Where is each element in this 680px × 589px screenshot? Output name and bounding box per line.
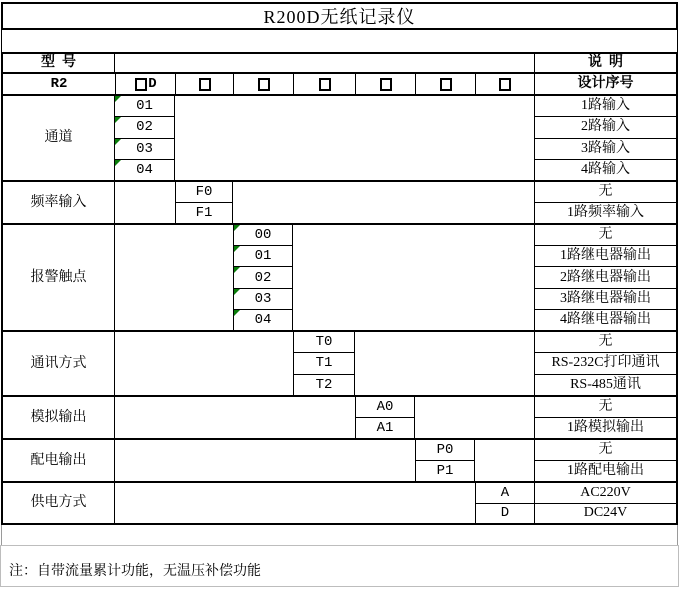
note-box xyxy=(0,545,679,587)
model-code-cell xyxy=(233,74,293,94)
section-label: 报警触点 xyxy=(3,225,115,330)
design-serial-cell: 设计序号 xyxy=(534,74,676,94)
text-flag-triangle-icon xyxy=(115,139,121,145)
model-code-cell xyxy=(293,74,355,94)
desc-cell: AC220V xyxy=(535,483,676,504)
desc-cell: DC24V xyxy=(583,505,628,521)
model-code-cell xyxy=(355,74,415,94)
description-column-header: 说 明 xyxy=(534,54,676,72)
code-cell: A xyxy=(476,483,534,504)
code-cell: A0 xyxy=(356,397,414,418)
square-icon xyxy=(499,78,511,91)
description-stack xyxy=(534,397,676,438)
text-flag-triangle-icon xyxy=(234,310,240,316)
code-cell: F1 xyxy=(195,205,213,221)
desc-cell: 无 xyxy=(535,397,676,418)
top-gap-strip xyxy=(1,30,678,52)
desc-cell: 无 xyxy=(535,225,676,246)
square-icon xyxy=(380,78,392,91)
desc-cell: 无 xyxy=(535,440,676,461)
square-icon xyxy=(258,78,270,91)
text-flag-triangle-icon xyxy=(234,289,240,295)
text-flag-triangle-icon xyxy=(115,117,121,123)
text-flag-triangle-icon xyxy=(115,160,121,166)
desc-cell: 3路继电器输出 xyxy=(535,289,676,310)
section-group xyxy=(3,223,676,330)
code-cell: 03 xyxy=(115,139,174,160)
code-cell: F0 xyxy=(176,182,232,203)
code-cell: 04 xyxy=(115,160,174,180)
text-flag-triangle-icon xyxy=(234,225,240,231)
square-icon xyxy=(135,78,147,91)
series-cell: R2 xyxy=(50,76,68,92)
code-cell: 00 xyxy=(234,225,292,246)
description-stack xyxy=(534,440,676,481)
description-stack xyxy=(534,483,676,523)
section-group xyxy=(3,481,676,523)
section-group xyxy=(3,96,676,180)
note-text: 注：自带流量累计功能，无温压补偿功能 xyxy=(9,564,261,579)
square-icon xyxy=(199,78,211,91)
code-stack xyxy=(293,332,355,395)
code-stack xyxy=(415,440,475,481)
section-label: 频率输入 xyxy=(3,182,115,223)
section-label: 配电输出 xyxy=(3,440,115,481)
desc-cell: 1路模拟输出 xyxy=(567,420,644,435)
model-code-cell xyxy=(415,74,475,94)
section-group xyxy=(3,330,676,395)
code-stack xyxy=(355,397,415,438)
code-cell: D xyxy=(500,505,510,522)
section-group xyxy=(3,438,676,481)
code-stack xyxy=(233,225,293,330)
square-icon xyxy=(319,78,331,91)
bottom-gap-strip xyxy=(1,525,678,545)
model-code-row xyxy=(3,74,676,96)
description-stack xyxy=(534,332,676,395)
code-cell: 01 xyxy=(115,96,174,117)
code-cell: T2 xyxy=(315,376,333,393)
model-selection-table xyxy=(1,52,678,525)
code-cell: 03 xyxy=(234,289,292,310)
desc-cell: 无 xyxy=(535,332,676,353)
section-label: 通讯方式 xyxy=(3,332,115,395)
section-label: 通道 xyxy=(3,96,115,180)
desc-cell: 4路输入 xyxy=(581,161,630,177)
page-title: R200D无纸记录仪 xyxy=(1,2,678,30)
code-cell: A1 xyxy=(376,420,394,436)
text-flag-triangle-icon xyxy=(234,246,240,252)
code-cell: P1 xyxy=(436,463,454,479)
code-cell: 02 xyxy=(234,267,292,288)
desc-cell: 3路输入 xyxy=(535,139,676,160)
model-column-header: 型 号 xyxy=(3,54,115,72)
desc-cell: 1路继电器输出 xyxy=(535,246,676,267)
model-code-cell: D xyxy=(115,74,175,94)
code-cell: 01 xyxy=(234,246,292,267)
code-cell: P0 xyxy=(416,440,474,461)
code-stack xyxy=(475,483,534,523)
section-label: 供电方式 xyxy=(3,483,115,523)
code-cell: T0 xyxy=(294,332,354,353)
header-row xyxy=(3,54,676,74)
desc-cell: 4路继电器输出 xyxy=(560,311,651,327)
desc-cell: 1路频率输入 xyxy=(567,205,644,220)
desc-cell: 1路输入 xyxy=(535,96,676,117)
description-stack xyxy=(534,182,676,223)
section-group xyxy=(3,395,676,438)
square-icon xyxy=(440,78,452,91)
description-stack xyxy=(534,225,676,330)
desc-cell: 2路继电器输出 xyxy=(535,267,676,288)
code-cell: 04 xyxy=(234,310,292,330)
desc-cell: RS-232C打印通讯 xyxy=(535,353,676,374)
model-code-cell xyxy=(175,74,233,94)
text-flag-triangle-icon xyxy=(115,96,121,102)
model-code-cell xyxy=(475,74,534,94)
desc-cell: 1路配电输出 xyxy=(567,463,644,478)
desc-cell: RS-485通讯 xyxy=(570,376,641,392)
text-flag-triangle-icon xyxy=(234,267,240,273)
section-group xyxy=(3,180,676,223)
description-stack xyxy=(534,96,676,180)
code-cell: 02 xyxy=(115,117,174,138)
desc-cell: 无 xyxy=(535,182,676,203)
desc-cell: 2路输入 xyxy=(535,117,676,138)
code-stack xyxy=(175,182,233,223)
code-cell: T1 xyxy=(294,353,354,374)
code-stack xyxy=(115,96,175,180)
section-label: 模拟输出 xyxy=(3,397,115,438)
